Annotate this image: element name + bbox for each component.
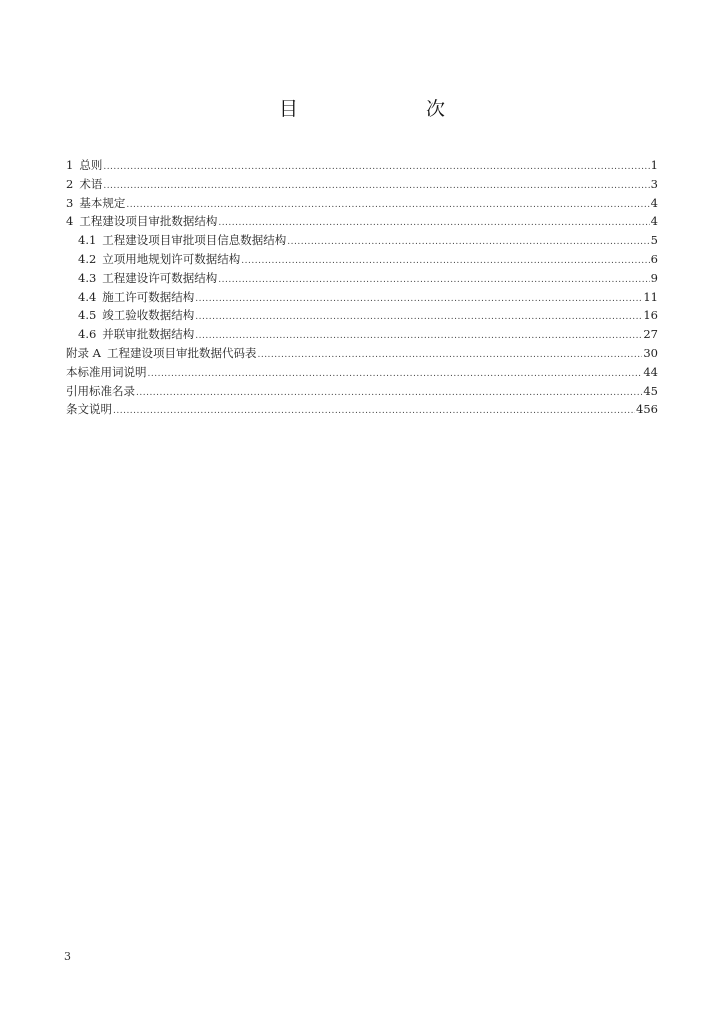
toc-entry-label: 工程建设项目审批项目信息数据结构	[102, 233, 287, 248]
toc-entry-label: 引用标准名录	[66, 383, 135, 398]
toc-entry-label: 总则	[79, 158, 103, 172]
toc-entry-number: 4.1	[78, 233, 97, 248]
toc-entry[interactable]	[66, 325, 658, 344]
toc-entry-label: 本标准用词说明	[66, 364, 147, 379]
toc-entry-page: 30	[643, 345, 658, 360]
toc-entry[interactable]	[66, 194, 658, 213]
toc-leader-dots	[148, 365, 643, 384]
toc-entry[interactable]	[66, 400, 658, 419]
toc-entry-page: 5	[650, 233, 658, 248]
toc-entry-label: 术语	[79, 176, 103, 191]
toc-entry-label: 条文说明	[66, 402, 112, 417]
toc-entry[interactable]	[66, 156, 658, 175]
toc-entry[interactable]	[66, 363, 658, 382]
toc-leader-dots	[218, 271, 649, 290]
page-number: 3	[64, 950, 71, 963]
toc-entry-number: 附录 A	[66, 345, 101, 360]
toc-entry-page: 3	[650, 176, 658, 191]
toc-entry-number: 3	[66, 195, 74, 210]
toc-entry-label: 基本规定	[79, 195, 126, 210]
toc-entry-number: 1	[66, 158, 74, 172]
toc-entry-number: 4.4	[78, 289, 97, 304]
toc-entry-page: 16	[643, 308, 658, 323]
toc-entry-number: 4.5	[78, 308, 97, 323]
toc-entry-page: 11	[643, 289, 658, 304]
toc-entry-label: 立项用地规划许可数据结构	[102, 251, 241, 266]
toc-entry-number: 4.2	[78, 251, 97, 266]
toc-entry[interactable]	[66, 231, 658, 250]
toc-entry-page: 456	[636, 402, 658, 417]
toc-leader-dots	[287, 233, 649, 252]
toc-entry[interactable]	[66, 382, 658, 401]
table-of-contents	[66, 156, 658, 419]
toc-leader-dots	[257, 346, 642, 365]
toc-entry-page: 45	[643, 383, 658, 398]
toc-entry-page: 9	[650, 270, 658, 285]
toc-entry-label: 工程建设许可数据结构	[102, 270, 218, 285]
toc-entry[interactable]	[66, 212, 658, 231]
toc-entry-label: 工程建设项目审批数据代码表	[106, 345, 257, 360]
toc-entry-label: 竣工验收数据结构	[102, 308, 195, 323]
toc-entry[interactable]	[66, 306, 658, 325]
toc-leader-dots	[241, 252, 649, 271]
toc-leader-dots	[136, 384, 642, 403]
toc-entry-page: 6	[650, 251, 658, 266]
toc-leader-dots	[113, 402, 635, 421]
toc-entry-number: 4.6	[78, 327, 97, 342]
toc-entry-page: 1	[650, 158, 658, 172]
toc-entry-label: 工程建设项目审批数据结构	[79, 214, 218, 229]
toc-leader-dots	[195, 308, 642, 327]
toc-entry[interactable]	[66, 288, 658, 307]
toc-leader-dots	[195, 327, 642, 346]
toc-entry-number: 4.3	[78, 270, 97, 285]
toc-entry-page: 4	[650, 195, 658, 210]
toc-entry-number: 2	[66, 176, 74, 191]
toc-leader-dots	[103, 177, 649, 196]
toc-entry-number: 4	[66, 214, 74, 229]
toc-entry-page: 44	[643, 364, 658, 379]
toc-entry[interactable]	[66, 250, 658, 269]
toc-entry-label: 施工许可数据结构	[102, 289, 195, 304]
toc-leader-dots	[103, 158, 649, 177]
toc-entry[interactable]	[66, 269, 658, 288]
toc-entry[interactable]	[66, 344, 658, 363]
page-title: 目 次	[278, 98, 475, 120]
toc-entry[interactable]	[66, 175, 658, 194]
toc-entry-label: 并联审批数据结构	[102, 327, 195, 342]
toc-entry-page: 27	[643, 327, 658, 342]
toc-entry-page: 4	[650, 214, 658, 229]
toc-leader-dots	[195, 290, 642, 309]
